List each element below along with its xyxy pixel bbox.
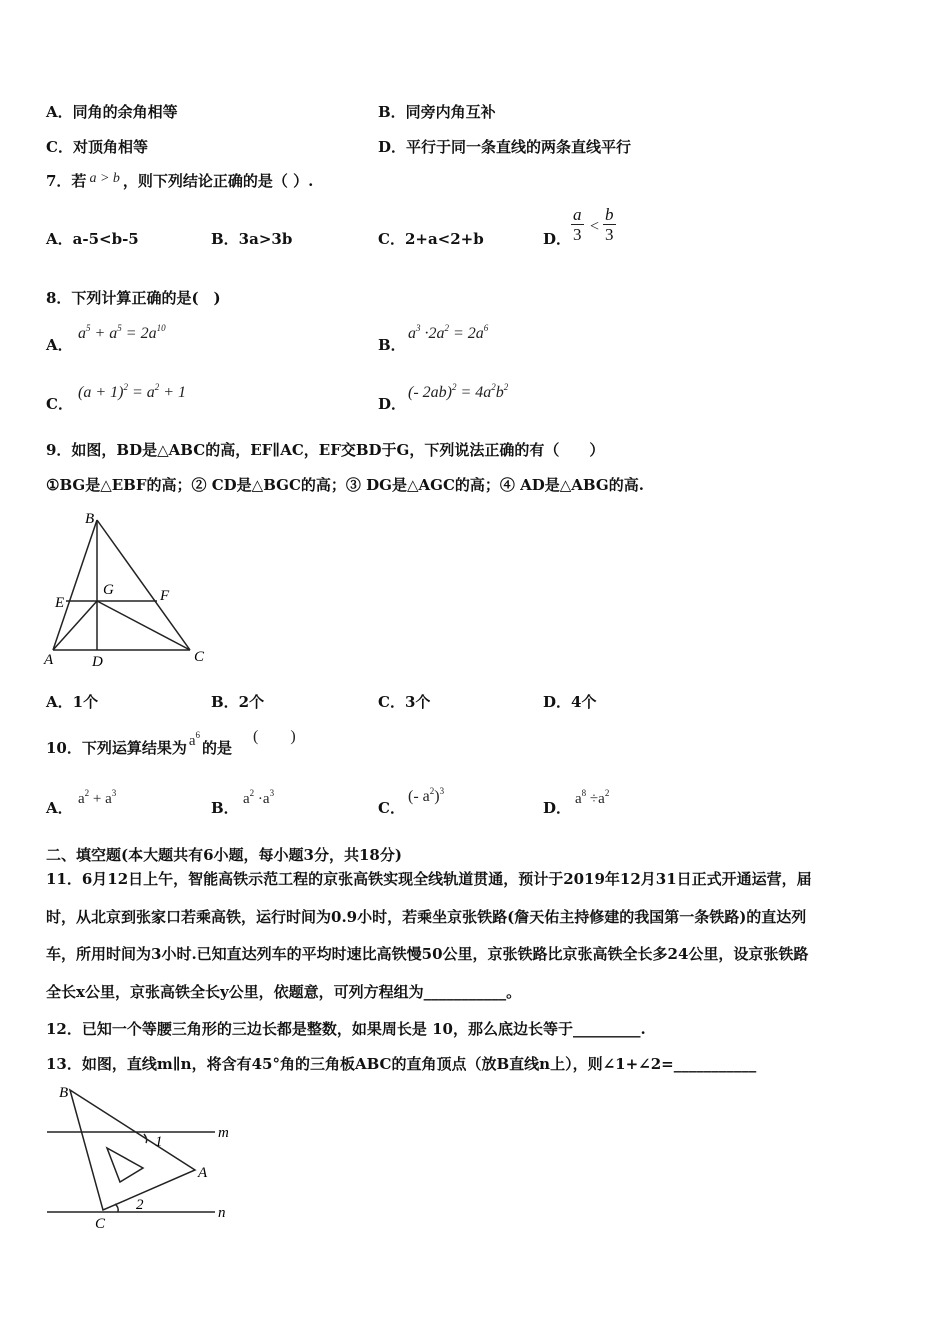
q13-label-angle-2: 2 xyxy=(136,1197,144,1213)
q13-label-n: n xyxy=(218,1205,226,1221)
q13-triangle-outer xyxy=(70,1090,195,1210)
q10-stem-prefix: 10．下列运算结果为 xyxy=(46,739,187,757)
q9-option-d: D．4个 xyxy=(543,693,597,711)
q13-label-a: A xyxy=(198,1165,208,1181)
q7-frac-a-numerator: a xyxy=(573,205,582,224)
q7-option-d-label: D． xyxy=(543,230,572,248)
q9-stem: 9．如图，BD是△ABC的高，EF∥AC，EF交BD于G，下列说法正确的有（ ） xyxy=(46,441,605,459)
q9-label-a: A xyxy=(44,652,54,668)
q10-stem-suffix: 的是 xyxy=(202,739,233,757)
q11-line-1: 11．6月12日上午，智能高铁示范工程的京张高铁实现全线轨道贯通，预计于2019年12月31日正式开通运营，届 xyxy=(46,870,812,888)
q7-option-d-fraction-a xyxy=(571,206,584,245)
q7-stem xyxy=(46,171,314,190)
q13-label-angle-1: 1 xyxy=(155,1134,163,1150)
q7-condition: a > b xyxy=(89,171,120,186)
q13-angle-2-arc xyxy=(115,1204,118,1212)
q9-option-c: C．3个 xyxy=(378,693,431,711)
q10-option-d-expression: $a^8 \div a^2$ xyxy=(575,788,610,807)
q11-line-2: 时，从北京到张家口若乘高铁，运行时间为0.9小时，若乘坐京张铁路(詹天佑主持修建的我国第一条铁路)的直达列 xyxy=(46,908,807,926)
q13-label-c: C xyxy=(95,1216,106,1232)
q9-label-f: F xyxy=(160,588,170,604)
q9-statements: ①BG是△EBF的高；② CD是△BGC的高；③ DG是△AGC的高；④ AD是△ABG的高. xyxy=(46,476,644,494)
q9-side-ab xyxy=(53,520,97,650)
q9-label-b: B xyxy=(85,511,95,527)
q10-option-b-label: B． xyxy=(211,799,239,817)
q6-option-d: D．平行于同一条直线的两条直线平行 xyxy=(378,138,632,156)
q8-option-a-label: A． xyxy=(46,336,73,354)
q9-label-g: G xyxy=(103,582,114,598)
q7-option-d-fraction-b xyxy=(603,206,616,245)
q8-option-b-label: B． xyxy=(378,336,406,354)
q7-option-c: C．2+a<2+b xyxy=(378,230,484,248)
q10-option-a-label: A． xyxy=(46,799,73,817)
q13-label-m: m xyxy=(218,1125,229,1141)
q7-option-d-less-than: < xyxy=(590,218,600,235)
q9-label-e: E xyxy=(55,595,65,611)
q10-stem-exponent: 6 xyxy=(195,730,201,740)
q13-triangle-ruler-figure xyxy=(40,1080,245,1240)
q7-frac-b-denominator: 3 xyxy=(605,225,614,244)
q6-option-a: A．同角的余角相等 xyxy=(46,103,178,121)
q8-option-d-label: D． xyxy=(378,395,407,413)
q9-label-d: D xyxy=(92,654,103,670)
q10-stem-base: a xyxy=(188,733,196,749)
q8-option-b-expression: $a^3 \cdot 2a^2 = 2a^6$ xyxy=(408,323,489,342)
q10-answer-paren: ( ) xyxy=(253,728,296,745)
q13-stem: 13．如图，直线m∥n，将含有45°角的三角板ABC的直角顶点（放B直线n上），则∠1+∠2=___________ xyxy=(46,1055,757,1073)
q8-option-c-expression: $(a + 1)^2 = a^2 + 1$ xyxy=(78,382,187,401)
q11-line-3: 车，所用时间为3小时.已知直达列车的平均时速比高铁慢50公里，京张铁路比京张高铁全长多24公里，设京张铁路 xyxy=(46,945,809,963)
q7-frac-b-numerator: b xyxy=(605,205,614,224)
q7-stem-prefix: 7．若 xyxy=(46,172,87,190)
q9-segment-gc xyxy=(97,601,190,650)
q9-option-a: A．1个 xyxy=(46,693,99,711)
q10-option-c-label: C． xyxy=(378,799,405,817)
q13-label-b: B xyxy=(59,1085,69,1101)
q10-stem xyxy=(46,730,233,757)
q8-option-c-label: C． xyxy=(46,395,73,413)
q7-option-b: B．3a>3b xyxy=(211,230,293,248)
q8-option-a-expression: $a^5 + a^5 = 2a^{10}$ xyxy=(78,323,166,342)
q7-option-a: A．a-5<b-5 xyxy=(46,230,139,248)
q8-option-d-expression: (- $2ab)^2 = 4a^2b^2$ xyxy=(408,382,509,401)
q7-stem-suffix: ，则下列结论正确的是（ ）. xyxy=(122,172,314,190)
q7-frac-a-denominator: 3 xyxy=(573,225,582,244)
q6-option-b: B．同旁内角互补 xyxy=(378,103,496,121)
q9-triangle-figure xyxy=(40,508,220,673)
q10-option-a-expression: $a^2 + a^3$ xyxy=(78,788,117,807)
section-2-heading: 二、填空题(本大题共有6小题，每小题3分，共18分) xyxy=(46,846,402,864)
q9-label-c: C xyxy=(194,649,205,665)
q11-line-4: 全长x公里，京张高铁全长y公里，依题意，可列方程组为___________。 xyxy=(46,983,522,1001)
q10-option-b-expression: $a^2 \cdot a^3$ xyxy=(243,788,275,807)
q10-option-d-label: D． xyxy=(543,799,572,817)
q9-option-b: B．2个 xyxy=(211,693,265,711)
q6-option-c: C．对顶角相等 xyxy=(46,138,148,156)
q10-stem-power xyxy=(187,730,202,749)
q13-triangle-inner xyxy=(107,1148,143,1182)
q10-option-c-expression: (- $a^2)^3$ xyxy=(408,786,445,805)
q12-stem: 12．已知一个等腰三角形的三边长都是整数，如果周长是 10，那么底边长等于_________. xyxy=(46,1020,646,1038)
q8-stem: 8．下列计算正确的是( ) xyxy=(46,289,221,307)
